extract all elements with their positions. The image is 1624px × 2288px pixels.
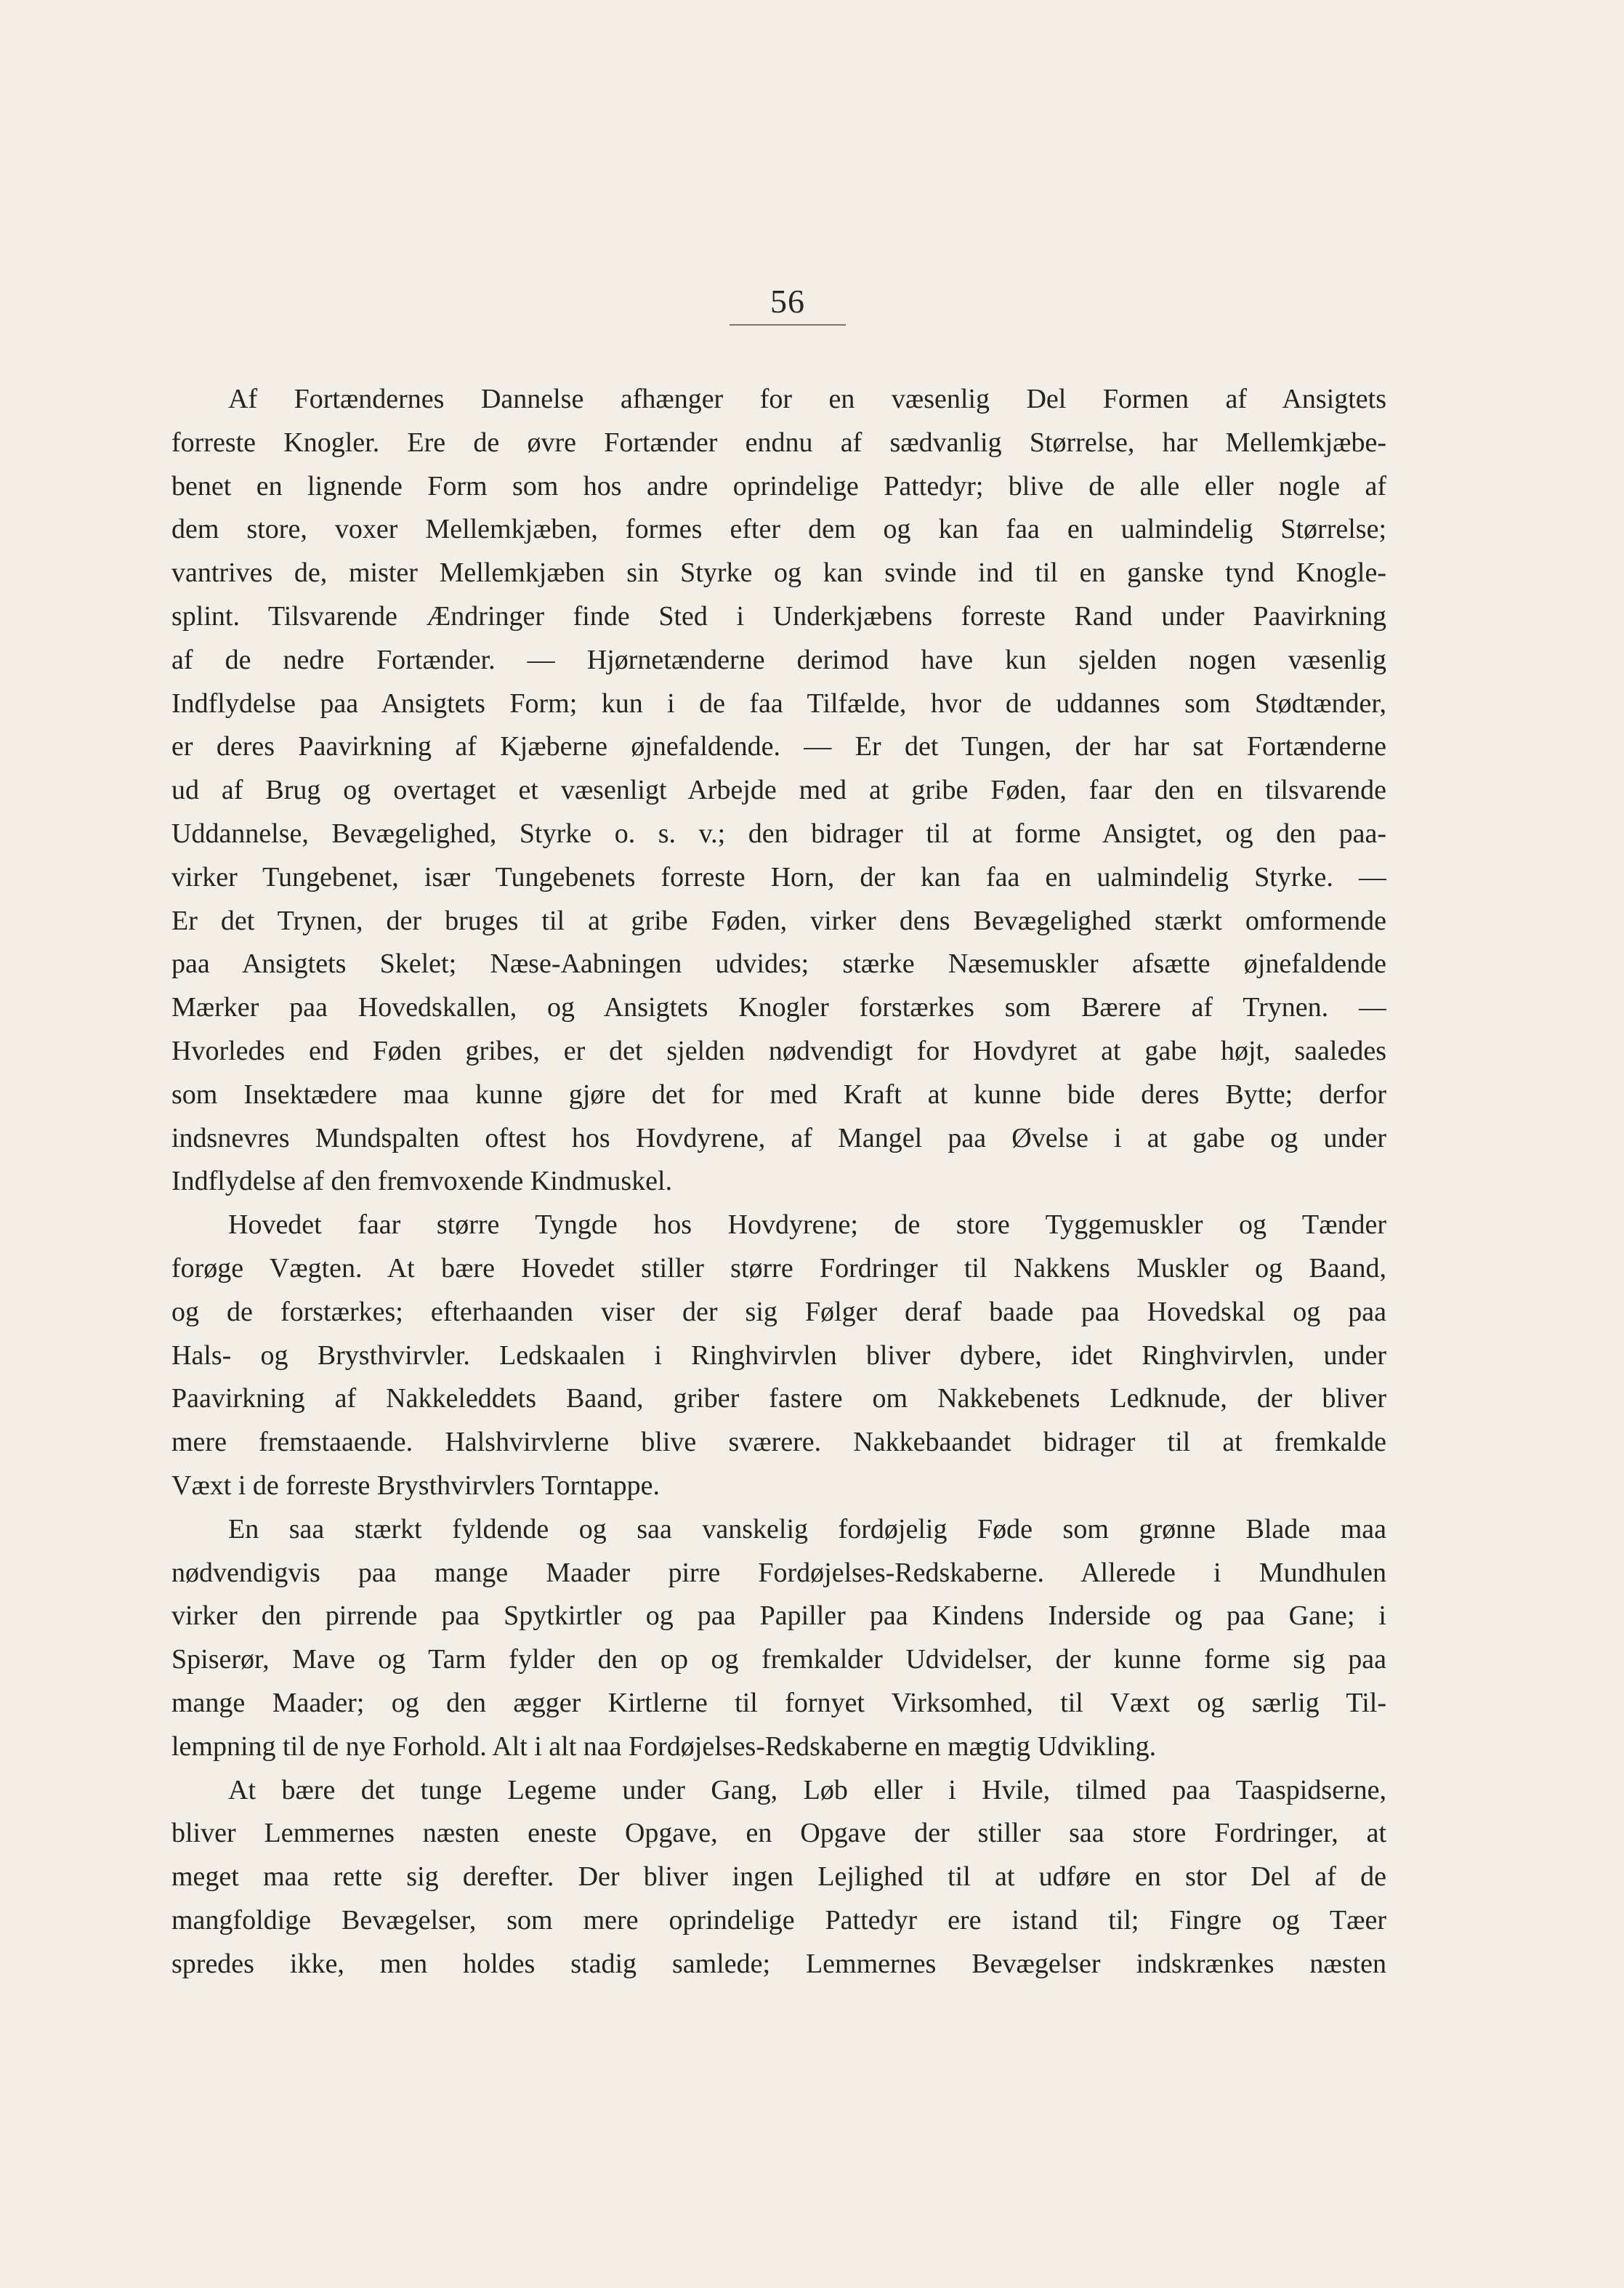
text-line: Mærker paa Hovedskallen, og Ansigtets Knogler forstærkes som Bærere af Trynen. — (171, 992, 1386, 1023)
paragraph (171, 1769, 1386, 1986)
text-line: Spiserør, Mave og Tarm fylder den op og fremkalder Udvidelser, der kunne forme sig paa (171, 1644, 1386, 1675)
paragraph (171, 1508, 1386, 1769)
text-line: forreste Knogler. Ere de øvre Fortænder endnu af sædvanlig Størrelse, har Mellemkjæbe- (171, 427, 1386, 458)
text-line: som Insektædere maa kunne gjøre det for med Kraft at kunne bide deres Bytte; derfor (171, 1079, 1386, 1110)
text-line: spredes ikke, men holdes stadig samlede; Lemmernes Bevægelser indskrænkes næsten (171, 1948, 1386, 1979)
text-line: benet en lignende Form som hos andre oprindelige Pattedyr; blive de alle eller nogle af (171, 470, 1386, 501)
text-line: forøge Vægten. At bære Hovedet stiller større Fordringer til Nakkens Muskler og Baand, (171, 1252, 1386, 1284)
page-number-rule (730, 324, 846, 326)
text-line: nødvendigvis paa mange Maader pirre Fordøjelses-Redskaberne. Allerede i Mundhulen (171, 1557, 1386, 1588)
text-line: Hvorledes end Føden gribes, er det sjelden nødvendigt for Hovdyret at gabe højt, saaledes (171, 1035, 1386, 1066)
text-line: virker den pirrende paa Spytkirtler og paa Papiller paa Kindens Inderside og paa Gane; i (171, 1600, 1386, 1632)
text-line: virker Tungebenet, især Tungebenets forreste Horn, der kan faa en ualmindelig Styrke. — (171, 861, 1386, 893)
text-line: bliver Lemmernes næsten eneste Opgave, en Opgave der stiller saa store Fordringer, at (171, 1818, 1386, 1849)
text-line: ud af Brug og overtaget et væsenligt Arbejde med at gribe Føden, faar den en tilsvarende (171, 775, 1386, 806)
text-line: Væxt i de forreste Brysthvirvlers Torntappe. (171, 1470, 660, 1501)
text-line: Hals- og Brysthvirvler. Ledskaalen i Ringhvirvlen bliver dybere, idet Ringhvirvlen, under (171, 1340, 1386, 1371)
text-line: Hovedet faar større Tyngde hos Hovdyrene; de store Tyggemuskler og Tænder (228, 1209, 1386, 1241)
text-line: Indflydelse paa Ansigtets Form; kun i de faa Tilfælde, hvor de uddannes som Stødtænder, (171, 688, 1386, 719)
text-line: mangfoldige Bevægelser, som mere oprindelige Pattedyr ere istand til; Fingre og Tæer (171, 1904, 1386, 1935)
text-line: splint. Tilsvarende Ændringer finde Sted i Underkjæbens forreste Rand under Paavirkning (171, 600, 1386, 632)
text-line: Af Fortændernes Dannelse afhænger for en væsenlig Del Formen af Ansigtets (228, 384, 1386, 414)
text-line: mange Maader; og den ægger Kirtlerne til fornyet Virksomhed, til Væxt og særlig Til- (171, 1687, 1386, 1718)
text-line: At bære det tunge Legeme under Gang, Løb eller i Hvile, tilmed paa Taaspidserne, (228, 1774, 1386, 1805)
body-text (171, 378, 1386, 1986)
text-line: En saa stærkt fyldende og saa vanskelig fordøjelig Føde som grønne Blade maa (228, 1513, 1386, 1544)
text-line: mere fremstaaende. Halshvirvlerne blive sværere. Nakkebaandet bidrager til at fremkalde (171, 1427, 1386, 1458)
text-line: paa Ansigtets Skelet; Næse-Aabningen udvides; stærke Næsemuskler afsætte øjnefaldende (171, 948, 1386, 980)
text-line: lempning til de nye Forhold. Alt i alt naa Fordøjelses-Redskaberne en mægtig Udvikling. (171, 1731, 1157, 1762)
paragraph (171, 378, 1386, 1204)
text-line: er deres Paavirkning af Kjæberne øjnefaldende. — Er det Tungen, der har sat Fortænderne (171, 731, 1386, 762)
text-line: vantrives de, mister Mellemkjæben sin Styrke og kan svinde ind til en ganske tynd Knogle- (171, 557, 1386, 589)
paragraph (171, 1204, 1386, 1508)
text-line: indsnevres Mundspalten oftest hos Hovdyrene, af Mangel paa Øvelse i at gabe og under (171, 1122, 1386, 1153)
text-line: meget maa rette sig derefter. Der bliver ingen Lejlighed til at udføre en stor Del af de (171, 1861, 1386, 1893)
text-line: af de nedre Fortænder. — Hjørnetænderne derimod have kun sjelden nogen væsenlig (171, 644, 1386, 675)
text-line: Indflydelse af den fremvoxende Kindmuskel. (171, 1166, 673, 1197)
text-line: dem store, voxer Mellemkjæben, formes efter dem og kan faa en ualmindelig Størrelse; (171, 514, 1386, 545)
text-line: Uddannelse, Bevægelighed, Styrke o. s. v.; den bidrager til at forme Ansigtet, og den paa- (171, 818, 1386, 849)
text-line: Er det Trynen, der bruges til at gribe Føden, virker dens Bevægelighed stærkt omformende (171, 905, 1386, 936)
page-number: 56 (770, 283, 805, 320)
text-line: og de forstærkes; efterhaanden viser der sig Følger deraf baade paa Hovedskal og paa (171, 1296, 1386, 1327)
text-line: Paavirkning af Nakkeleddets Baand, griber fastere om Nakkebenets Ledknude, der bliver (171, 1383, 1386, 1414)
